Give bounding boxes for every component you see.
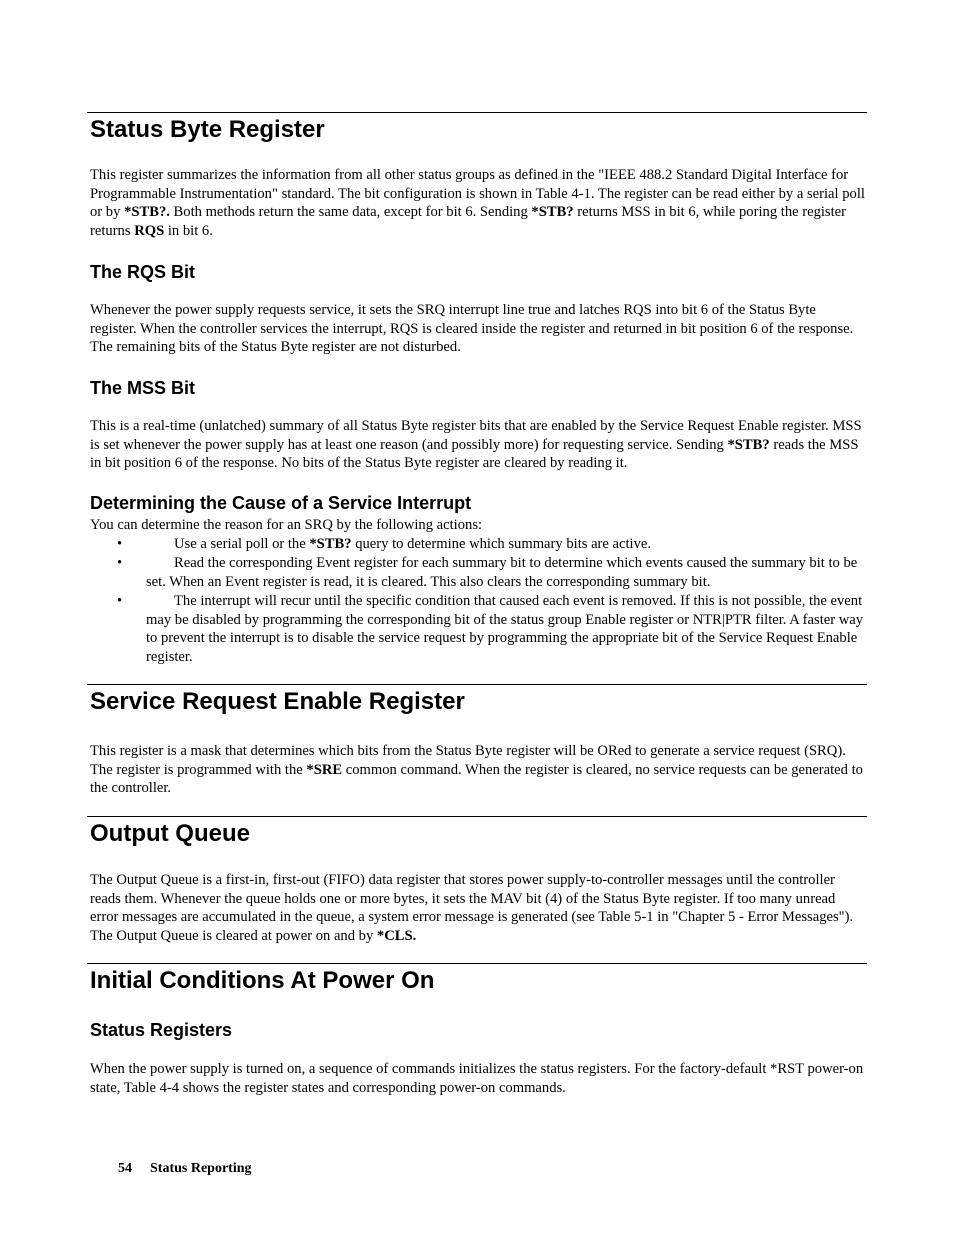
- list-item-text: Read the corresponding Event register for each summary bit to determine which events caused the summary bit to be set. When an Event register is read, it is cleared. This also clears the corresponding summary bit.: [146, 555, 858, 590]
- heading-status-byte-register: Status Byte Register: [90, 116, 325, 143]
- heading-initial-conditions: Initial Conditions At Power On: [90, 967, 435, 994]
- heading-service-request-enable: Service Request Enable Register: [90, 688, 465, 715]
- heading-status-registers: Status Registers: [90, 1020, 233, 1040]
- section-rule: [87, 816, 867, 817]
- paragraph-output-queue: The Output Queue is a first-in, first-out (FIFO) data register that stores power supply-to-controller messages until the controller reads them. Whenever the queue holds one or more bytes, it sets the MAV bit (4) of the Status Byte register. If too many unread error messages are accumulated in the queue, a system error message is generated (see Table 5-1 in "Chapter 5 - Error Messages"). The Output Queue is cleared at power on and by *CLS.: [90, 872, 854, 944]
- paragraph-sre: This register is a mask that determines which bits from the Status Byte register will be ORed to generate a service request (SRQ). The register is programmed with the *SRE common command. When the register is cleared, no service requests can be generated to the controller.: [90, 743, 863, 797]
- bullet-icon: •: [117, 536, 123, 552]
- list-item-text: Use a serial poll or the *STB? query to determine which summary bits are active.: [174, 536, 652, 552]
- chapter-name: Status Reporting: [150, 1161, 252, 1176]
- paragraph-status-byte-intro: This register summarizes the information from all other status groups as defined in the "IEEE 488.2 Standard Digital Interface for Programmable Instrumentation" standard. The bit configuration is shown in Table 4-1. The register can be read either by a serial poll or by *STB?. Both methods return the same data, except for bit 6. Sending *STB? returns MSS in bit 6, while poring the register returns RQS in bit 6.: [90, 167, 865, 239]
- bullet-icon: •: [117, 555, 123, 571]
- page-footer: [118, 1161, 252, 1177]
- bullet-icon: •: [117, 593, 123, 609]
- section-rule: [87, 963, 867, 964]
- page-number: 54: [118, 1161, 132, 1176]
- heading-determining-cause: Determining the Cause of a Service Interrupt: [90, 493, 472, 513]
- section-rule: [87, 684, 867, 685]
- paragraph-initial-conditions: When the power supply is turned on, a sequence of commands initializes the status registers. For the factory-default *RST power-on state, Table 4-4 shows the register states and corresponding power-on commands.: [90, 1061, 864, 1096]
- list-item: [90, 592, 866, 666]
- list-item: [90, 535, 866, 554]
- section-rule: [87, 112, 867, 113]
- heading-rqs-bit: The RQS Bit: [90, 262, 196, 282]
- heading-output-queue: Output Queue: [90, 820, 250, 847]
- list-item-text: The interrupt will recur until the specific condition that caused each event is removed. If this is not possible, the event may be disabled by programming the corresponding bit of the status group Enable register or NTR|PTR filter. A faster way to prevent the interrupt is to disable the service request by programming the appropriate bit of the Service Request Enable register.: [146, 593, 864, 665]
- paragraph-rqs-bit: Whenever the power supply requests service, it sets the SRQ interrupt line true and latches RQS into bit 6 of the Status Byte register. When the controller services the interrupt, RQS is cleared inside the register and returned in bit position 6 of the response. The remaining bits of the Status Byte register are not disturbed.: [90, 302, 854, 356]
- heading-mss-bit: The MSS Bit: [90, 378, 196, 398]
- paragraph-cause-lead: You can determine the reason for an SRQ by the following actions:: [90, 517, 483, 533]
- list-item: [90, 554, 866, 591]
- paragraph-mss-bit: This is a real-time (unlatched) summary of all Status Byte register bits that are enabled by the Service Request Enable register. MSS is set whenever the power supply has at least one reason (and possibly more) for requesting service. Sending *STB? reads the MSS in bit position 6 of the response. No bits of the Status Byte register are cleared by reading it.: [90, 418, 862, 472]
